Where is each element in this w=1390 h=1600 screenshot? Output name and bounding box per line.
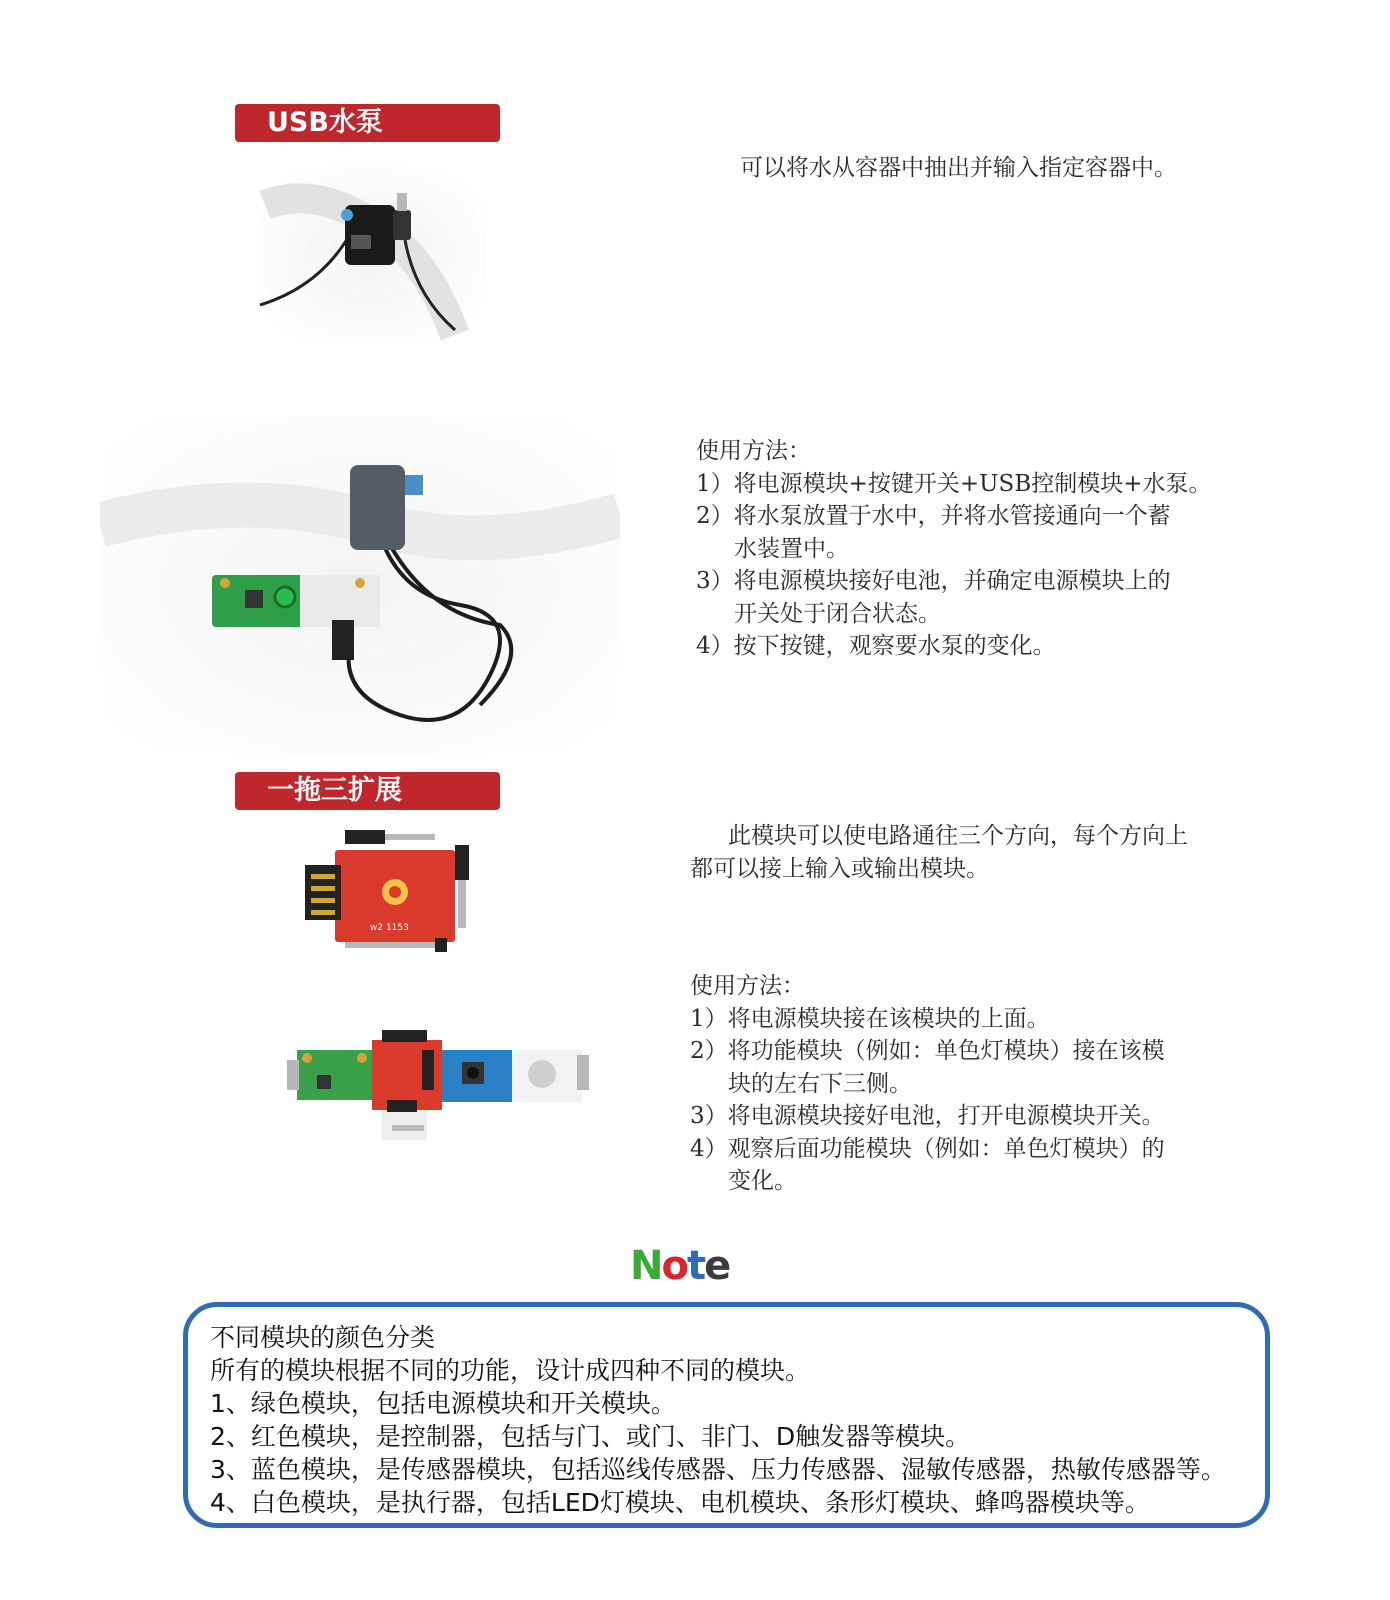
usage-line: 2）将水泵放置于水中，并将水管接通向一个蓄: [696, 503, 1171, 529]
usage-line: 4）按下按键，观察要水泵的变化。: [696, 633, 1056, 659]
usage-line: 1）将电源模块+按键开关+USB控制模块+水泵。: [696, 470, 1212, 497]
note-box: [183, 1302, 1270, 1528]
usb-pump-usage: [696, 435, 1212, 663]
usage-line: 水装置中。: [734, 535, 849, 562]
note-letter: N: [630, 1243, 662, 1289]
section-title-expansion: 一拖三扩展: [235, 772, 500, 810]
note-line: 1、绿色模块，包括电源模块和开关模块。: [210, 1389, 676, 1418]
usb-pump-photo: [255, 165, 485, 345]
note-letter: e: [704, 1243, 730, 1289]
usage-heading: 使用方法：: [696, 438, 811, 464]
usb-pump-description: 可以将水从容器中抽出并输入指定容器中。: [740, 155, 1177, 181]
note-line: 所有的模块根据不同的功能，设计成四种不同的模块。: [210, 1356, 811, 1385]
note-letter: t: [686, 1243, 705, 1289]
note-line: 4、白色模块，是执行器，包括LED灯模块、电机模块、条形灯模块、蜂鸣器模块等。: [210, 1488, 1150, 1517]
expansion-description: 此模块可以使电路通往三个方向，每个方向上 都可以接上输入或输出模块。: [690, 823, 1188, 882]
usage-line: 2）将功能模块（例如：单色灯模块）接在该模: [690, 1038, 1165, 1064]
section-title-usb-pump: USB水泵: [235, 104, 500, 142]
usage-line: 1）将电源模块接在该模块的上面。: [690, 1005, 1050, 1032]
note-line: 3、蓝色模块，是传感器模块，包括巡线传感器、压力传感器、湿敏传感器，热敏传感器等。: [210, 1455, 1226, 1484]
note-letter: o: [661, 1243, 687, 1289]
usb-pump-setup-photo: [100, 415, 620, 755]
usage-line: 开关处于闭合状态。: [734, 600, 941, 627]
expansion-assembly-photo: [287, 1030, 597, 1145]
usage-line: 3）将电源模块接好电池，并确定电源模块上的: [696, 568, 1171, 594]
board-label: w2 1153: [370, 923, 409, 933]
note-logo: [630, 1243, 729, 1289]
usage-heading: 使用方法：: [690, 973, 805, 999]
usage-line: 4）观察后面功能模块（例如：单色灯模块）的: [690, 1135, 1165, 1162]
usage-line: 3）将电源模块接好电池，打开电源模块开关。: [690, 1103, 1165, 1129]
expansion-usage: [690, 970, 1165, 1198]
note-line: 2、红色模块，是控制器，包括与门、或门、非门、D触发器等模块。: [210, 1422, 971, 1451]
usage-line: 变化。: [728, 1168, 797, 1194]
expansion-module-photo: [305, 830, 485, 960]
note-heading: 不同模块的颜色分类: [210, 1323, 436, 1352]
usage-line: 块的左右下三侧。: [728, 1070, 912, 1097]
